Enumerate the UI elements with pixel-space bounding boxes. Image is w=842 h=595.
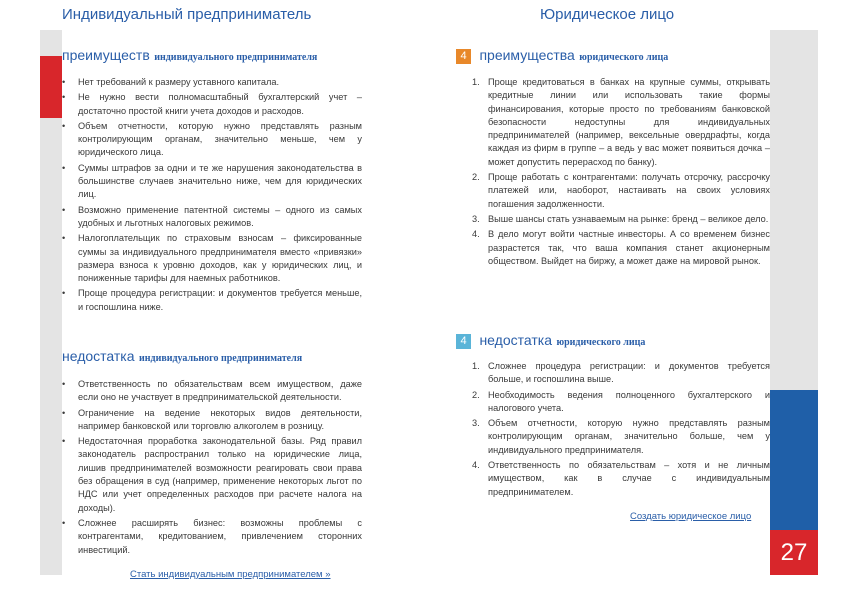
list-item-text: Необходимость ведения полноценного бухгалтерского и налогового учета. <box>488 389 770 413</box>
ip-advantages-heading: преимуществ индивидуального предпринимателя <box>62 47 318 63</box>
list-marker: 4. <box>472 460 480 471</box>
list-item <box>62 91 362 118</box>
create-ul-link[interactable]: Создать юридическое лицо <box>630 511 752 522</box>
red-accent-tab <box>40 56 62 118</box>
list-marker: • <box>62 288 66 299</box>
list-marker: 4. <box>472 229 480 240</box>
list-item <box>472 389 770 416</box>
slide-number: 27 <box>780 539 808 566</box>
list-item <box>472 360 770 387</box>
list-item-text: Недостаточная проработка законодательной базы. Ряд правил законодатель распространил только на юридические лица, лишив предпринимателей возможности реагировать свои права без обращения в суд (например, применение некоторых льгот по НДС или учет определенных расходов при расчете налога на доходы). <box>78 436 362 513</box>
list-item <box>472 213 770 226</box>
list-item <box>62 162 362 202</box>
list-marker: • <box>62 92 66 103</box>
ip-disadvantages-heading: недостатка индивидуального предпринимателя <box>62 348 303 364</box>
list-item-text: В дело могут войти частные инвесторы. А со временем бизнес разрастется так, что ваша компания станет акционерным обществом. Выйдет на биржу, а может даже на мировой рынок. <box>488 229 770 266</box>
list-item <box>472 171 770 211</box>
list-item-text: Нет требований к размеру уставного капитала. <box>78 77 280 87</box>
ul-disadvantages-heading: 4 недостатка юридического лица <box>456 331 645 352</box>
list-marker: • <box>62 379 66 389</box>
list-item-text: Выше шансы стать узнаваемым на рынке: бренд – великое дело. <box>488 213 769 224</box>
list-item <box>62 435 362 515</box>
list-marker: • <box>62 407 66 418</box>
list-marker: • <box>62 120 66 131</box>
list-item <box>472 228 770 268</box>
ip-title: Индивидуальный предприниматель <box>62 6 312 23</box>
list-item <box>62 407 362 434</box>
list-marker: 1. <box>472 77 480 87</box>
ip-advantages-list <box>62 76 362 316</box>
ul-title: Юридическое лицо <box>540 6 675 23</box>
list-item-text: Налогоплательщик по страховым взносам – фиксированные суммы за индивидуального предпринимателя вместо «привязки» размера взноса к уровню доходов, как у юридических лиц, и пониженные тарифы для наемных работников. <box>78 233 362 284</box>
list-item-text: Проще процедура регистрации: и документов требуется меньше, и госпошлина ниже. <box>78 288 362 312</box>
list-item-text: Проще кредитоваться в банках на крупные суммы, открывать кредитные линии или использовать такие формы финансирования, которые просто по требованиям банковской безопасности недоступны для индивидуальных предпринимателей (например, вексельные овердрафты, когда каждая из фирм в группе – а ведь у вас может появиться дочка – может допустить перерасход по банку). <box>488 77 770 167</box>
list-item-text: Проще работать с контрагентами: получать отсрочку, рассрочку платежей или, наоборот, настаивать на своих условиях погашения задолженности. <box>488 172 770 209</box>
list-item <box>472 76 770 169</box>
list-item-text: Не нужно вести полномасштабный бухгалтерский учет – достаточно простой книги учета доходов и расходов. <box>78 92 362 116</box>
list-item <box>62 517 362 557</box>
list-item <box>62 76 362 89</box>
list-item-text: Возможно применение патентной системы – одного из самых удобных и льготных налоговых режимов. <box>78 204 362 228</box>
list-marker: • <box>62 77 66 87</box>
list-marker: 2. <box>472 389 480 400</box>
list-item-text: Ответственность по обязательствам всем имуществом, даже если оно не участвует в предпринимательской деятельности. <box>78 379 362 403</box>
count-badge: 4 <box>456 334 471 349</box>
list-marker: • <box>62 436 66 447</box>
document-page <box>62 0 770 580</box>
list-item-text: Ограничение на ведение некоторых видов деятельности, например банковской или торговлю алкоголем в розницу. <box>78 407 362 431</box>
list-item <box>472 459 770 499</box>
ul-disadvantages-list <box>472 360 770 501</box>
list-item-text: Сложнее процедура регистрации: и документов требуется больше, и госпошлина выше. <box>488 361 770 385</box>
list-item <box>62 287 362 314</box>
list-marker: • <box>62 233 66 244</box>
list-marker: 3. <box>472 213 480 224</box>
list-item <box>62 232 362 285</box>
list-item <box>62 120 362 160</box>
become-ip-link[interactable]: Стать индивидуальным предпринимателем » <box>130 569 331 580</box>
list-item-text: Объем отчетности, которую нужно представлять разным контролирующим органам, значительно больше, чем у индивидуального предпринимателя. <box>488 418 770 455</box>
list-item-text: Сложнее расширять бизнес: возможны проблемы с контрагентами, кредитованием, привлечением сторонних инвестиций. <box>78 517 362 555</box>
list-item-text: Ответственность по обязательствам – хотя и не личным имуществом, как в случае с индивидуальным предпринимателем. <box>488 460 770 497</box>
list-marker: 1. <box>472 361 480 371</box>
list-item <box>472 417 770 457</box>
list-marker: • <box>62 517 66 528</box>
list-marker: • <box>62 162 66 173</box>
list-marker: • <box>62 204 66 215</box>
list-item <box>62 378 362 405</box>
list-item-text: Суммы штрафов за одни и те же нарушения законодательства в большинстве случаев значительно ниже, чем для юридических лиц. <box>78 162 362 200</box>
list-item-text: Объем отчетности, которую нужно представлять разным контролирующим органам, значительно меньше, чем у юридического лица. <box>78 120 362 158</box>
ul-advantages-list <box>472 76 770 270</box>
list-marker: 3. <box>472 418 480 429</box>
ip-disadvantages-list <box>62 378 362 559</box>
list-item <box>62 204 362 231</box>
ul-advantages-heading: 4 преимущества юридического лица <box>456 46 668 67</box>
count-badge: 4 <box>456 49 471 64</box>
list-marker: 2. <box>472 172 480 183</box>
